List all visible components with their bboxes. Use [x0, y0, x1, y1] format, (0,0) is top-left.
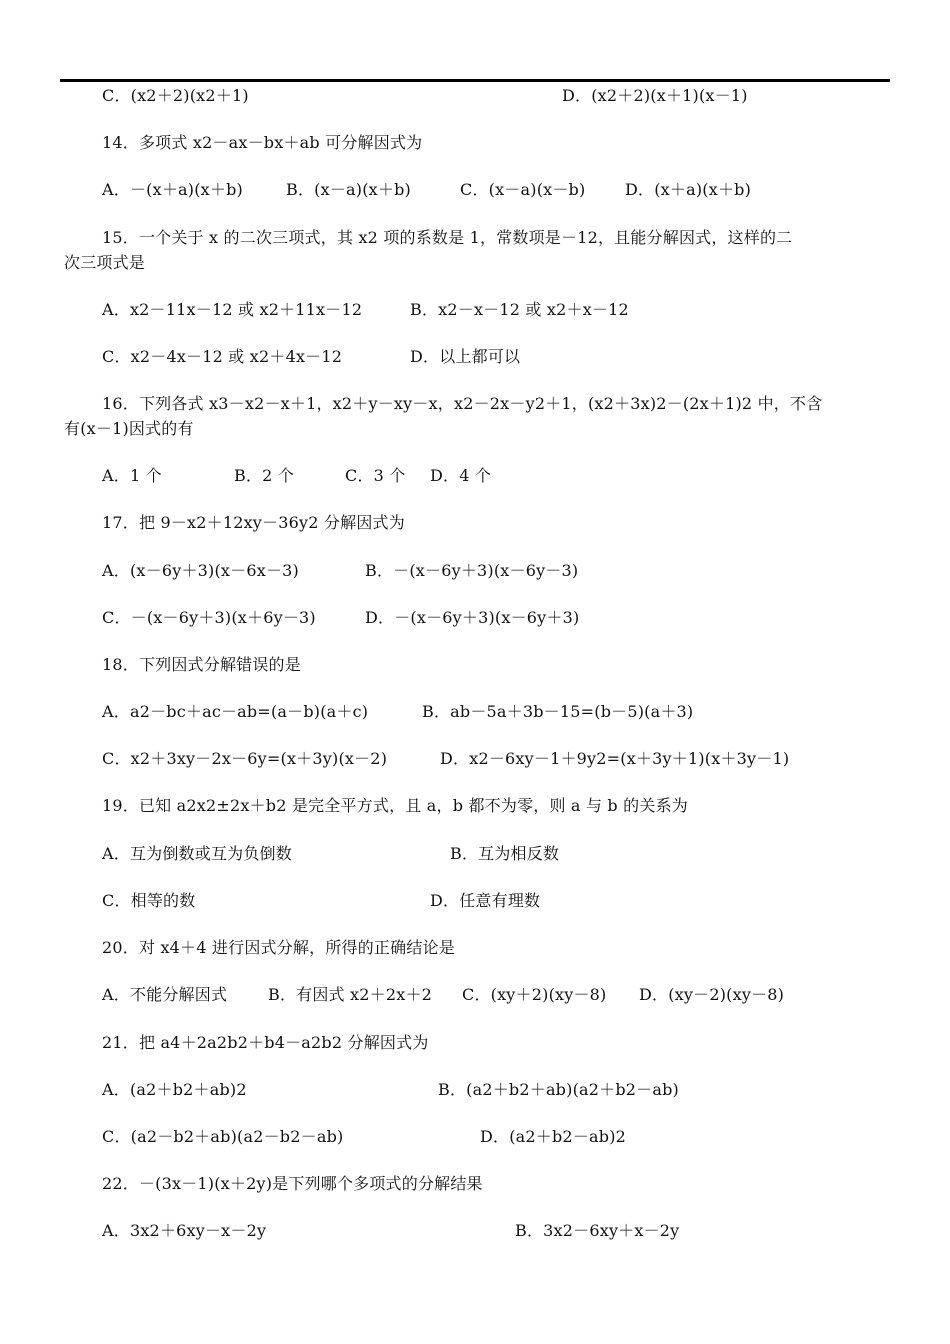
choice-b: B．2 个: [234, 466, 295, 485]
choice-d: D．(a2＋b2－ab)2: [480, 1127, 627, 1146]
choice-b: B．3x2－6xy＋x－2y: [515, 1221, 680, 1240]
choice-c: C．(xy＋2)(xy－8): [462, 985, 607, 1004]
choice-d: D．－(x－6y＋3)(x－6y＋3): [365, 608, 580, 627]
header-rule: [60, 79, 890, 82]
choice-c: C．x2＋3xy－2x－6y=(x＋3y)(x－2): [102, 749, 388, 768]
choice-c: C．(a2－b2＋ab)(a2－b2－ab): [102, 1127, 344, 1146]
question-text: 21．把 a4＋2a2b2＋b4－a2b2 分解因式为: [102, 1033, 429, 1052]
choice-c: C．(x－a)(x－b): [460, 180, 586, 199]
choice-a: A．(a2＋b2＋ab)2: [102, 1080, 247, 1099]
choice-c: C．(x2＋2)(x2＋1): [102, 86, 249, 105]
question-text: 20．对 x4＋4 进行因式分解，所得的正确结论是: [102, 938, 455, 957]
question-text: 次三项式是: [64, 253, 146, 272]
choice-d: D．(x2＋2)(x＋1)(x－1): [562, 86, 748, 105]
question-text: 17．把 9－x2＋12xy－36y2 分解因式为: [102, 513, 405, 532]
choice-a: A．互为倒数或互为负倒数: [102, 844, 292, 863]
choice-b: B．－(x－6y＋3)(x－6y－3): [365, 561, 579, 580]
choice-d: D．(x＋a)(x＋b): [625, 180, 752, 199]
choice-c: C．－(x－6y＋3)(x＋6y－3): [102, 608, 316, 627]
choice-b: B．(a2＋b2＋ab)(a2＋b2－ab): [438, 1080, 679, 1099]
question-text: 19．已知 a2x2±2x＋b2 是完全平方式，且 a，b 都不为零，则 a 与 b 的关系为: [102, 796, 688, 815]
choice-b: B．互为相反数: [450, 844, 560, 863]
question-text: 15．一个关于 x 的二次三项式，其 x2 项的系数是 1，常数项是－12，且能分解因式，这样的二: [102, 228, 793, 247]
choice-c: C．x2－4x－12 或 x2＋4x－12: [102, 347, 343, 366]
choice-a: A．－(x＋a)(x＋b): [102, 180, 243, 199]
question-text: 22．－(3x－1)(x＋2y)是下列哪个多项式的分解结果: [102, 1174, 483, 1193]
text-line: [0, 1219, 680, 1315]
choice-c: C．3 个: [345, 466, 406, 485]
choice-b: B．(x－a)(x＋b): [286, 180, 411, 199]
question-text: 有(x－1)因式的有: [64, 419, 194, 438]
choice-a: A．不能分解因式: [102, 985, 228, 1004]
choice-d: D．(xy－2)(xy－8): [639, 985, 785, 1004]
choice-d: D．以上都可以: [410, 347, 521, 366]
choice-a: A．x2－11x－12 或 x2＋11x－12: [102, 300, 363, 319]
question-text: 14．多项式 x2－ax－bx＋ab 可分解因式为: [102, 133, 423, 152]
choice-a: A．1 个: [102, 466, 162, 485]
choice-b: B．有因式 x2＋2x＋2: [268, 985, 433, 1004]
question-text: 18．下列因式分解错误的是: [102, 655, 301, 674]
choice-a: A．a2－bc＋ac－ab=(a－b)(a＋c): [102, 702, 369, 721]
question-text: 16．下列各式 x3－x2－x＋1，x2＋y－xy－x，x2－2x－y2＋1，(x2＋3x)2－(2x＋1)2 中，不含: [102, 394, 823, 413]
choice-d: D．x2－6xy－1＋9y2=(x＋3y＋1)(x＋3y－1): [440, 749, 790, 768]
choice-d: D．4 个: [430, 466, 492, 485]
choice-c: C．相等的数: [102, 891, 196, 910]
choice-b: B．ab－5a＋3b－15=(b－5)(a＋3): [422, 702, 694, 721]
choice-a: A．3x2＋6xy－x－2y: [102, 1221, 267, 1240]
choice-a: A．(x－6y＋3)(x－6x－3): [102, 561, 299, 580]
choice-d: D．任意有理数: [430, 891, 541, 910]
choice-b: B．x2－x－12 或 x2＋x－12: [410, 300, 629, 319]
